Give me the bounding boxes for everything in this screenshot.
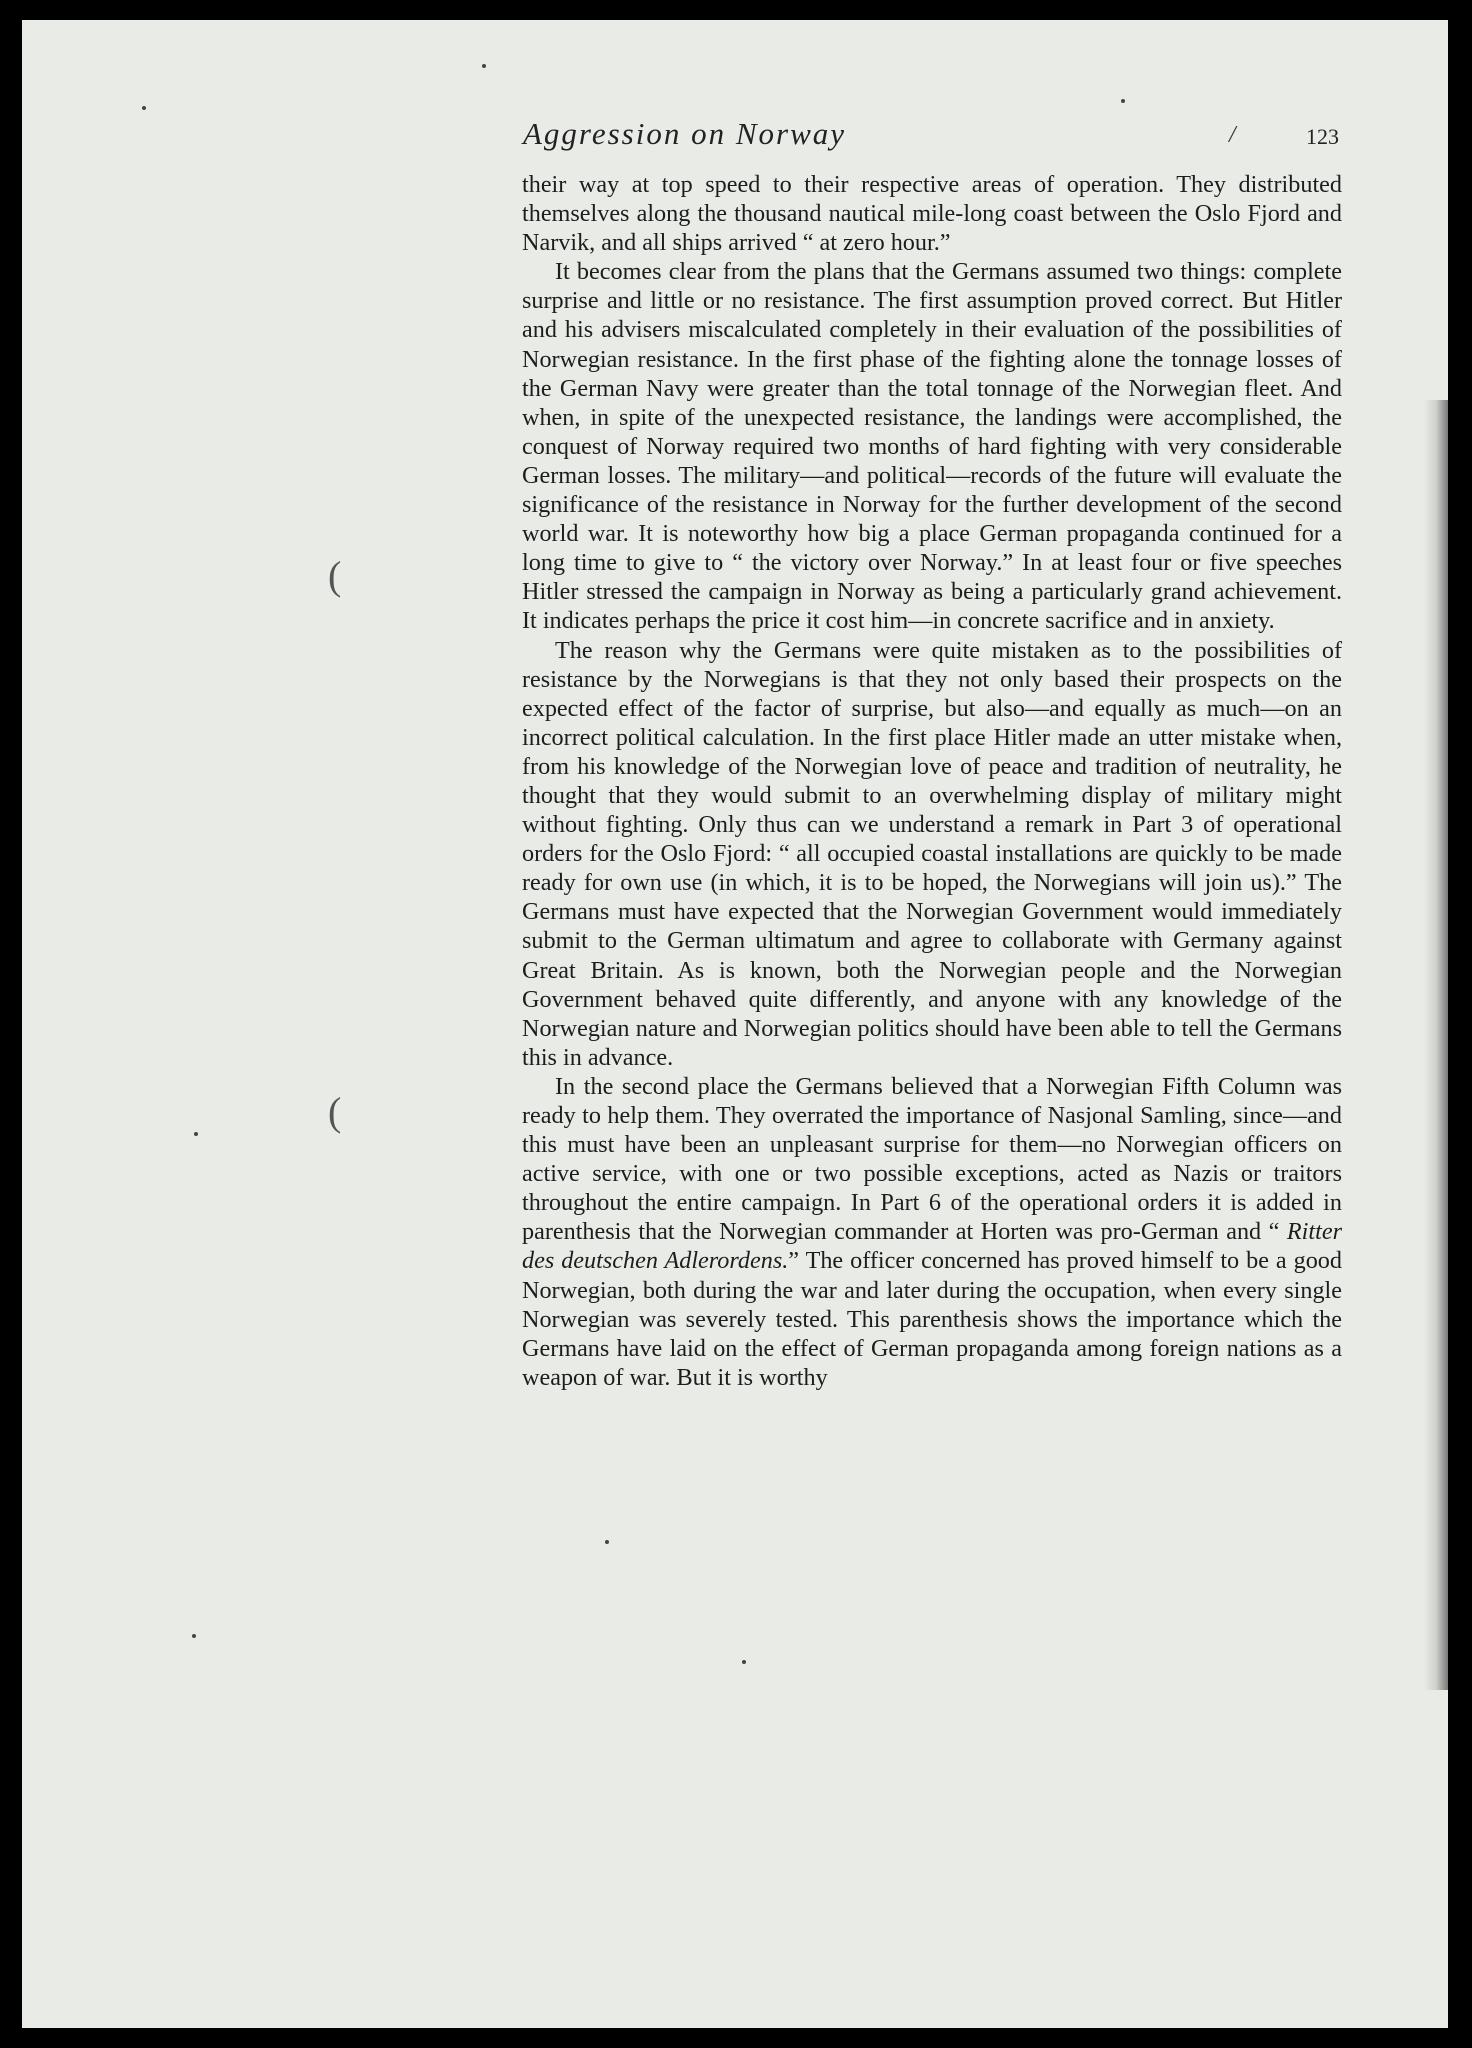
scan-speck <box>1121 99 1125 103</box>
italic-phrase: Ritter des deutschen Adlerordens. <box>522 1218 1342 1275</box>
scan-speck <box>192 1634 196 1638</box>
page-edge-shadow <box>1424 400 1448 1690</box>
header-slash-mark: / <box>1229 122 1236 148</box>
scan-speck <box>605 1540 609 1544</box>
scan-speck <box>142 106 146 110</box>
scan-speck <box>194 1132 198 1136</box>
margin-hole-mark: ( <box>328 553 342 598</box>
page-header <box>521 100 1343 160</box>
paragraph-continued: their way at top speed to their respective areas of operation. They distributed themselves along the thousand nautical mile-long coast between the Oslo Fjord and Narvik, and all ships arrived “ at zero hour.” <box>522 171 1342 257</box>
scanned-page <box>22 20 1448 2028</box>
text-run: ” The officer concerned has proved himself to be a good Norwegian, both during the war and later during the occupation, when every single Norwegian was severely tested. This parenthesis shows the importance which the Germans have laid on the effect of German propaganda among foreign nations as a weapon of war. But it is worthy <box>522 1247 1342 1391</box>
paragraph: It becomes clear from the plans that the Germans assumed two things: complete surprise and little or no resistance. The first assumption proved correct. But Hitler and his advisers miscalculated completely in their evaluation of the possibilities of Norwegian resistance. In the first phase of the fighting alone the tonnage losses of the German Navy were greater than the total tonnage of the Norwegian fleet. And when, in spite of the unexpected resistance, the landings were accomplished, the conquest of Norway required two months of hard fighting with very considerable German losses. The military—and political—records of the future will evaluate the significance of the resistance in Norway for the further development of the second world war. It is noteworthy how big a place German propaganda continued for a long time to give to “ the victory over Norway.” In at least four or five speeches Hitler stressed the campaign in Norway as being a particularly grand achievement. It indicates perhaps the price it cost him—in concrete sacrifice and in anxiety. <box>522 258 1342 635</box>
running-title: Aggression on Norway <box>523 116 847 151</box>
paragraph-last <box>522 1072 1342 1392</box>
paragraph: The reason why the Germans were quite mistaken as to the possibilities of resistance by the Norwegians is that they not only based their prospects on the expected effect of the factor of surprise, but also—and equally as much—on an incorrect political calculation. In the first place Hitler made an utter mistake when, from his knowledge of the Norwegian love of peace and tradition of neutrality, he thought that they would submit to an overwhelming display of military might without fighting. Only thus can we understand a remark in Part 3 of operational orders for the Oslo Fjord: “ all occupied coastal installations are quickly to be made ready for own use (in which, it is to be hoped, the Norwegians will join us).” The Germans must have expected that the Norwegian Government would immediately submit to the German ultimatum and agree to collaborate with Germany against Great Britain. As is known, both the Norwegian people and the Norwegian Government behaved quite differently, and anyone with any knowledge of the Norwegian nature and Norwegian politics should have been able to tell the Germans this in advance. <box>522 636 1342 1071</box>
page-number: 123 <box>1306 124 1339 149</box>
scan-speck <box>482 64 486 68</box>
margin-hole-mark: ( <box>328 1089 342 1134</box>
scan-speck <box>742 1660 746 1664</box>
body-text <box>522 170 1342 1392</box>
text-run: In the second place the Germans believed that a Norwegian Fifth Column was ready to help them. They overrated the importance of Nasjonal Samling, since—and this must have been an unpleasant surprise for them—no Norwegian officers on active service, with one or two possible exceptions, acted as Nazis or traitors throughout the entire campaign. In Part 6 of the operational orders it is added in parenthesis that the Norwegian commander at Horten was pro-German and “ <box>522 1072 1342 1246</box>
